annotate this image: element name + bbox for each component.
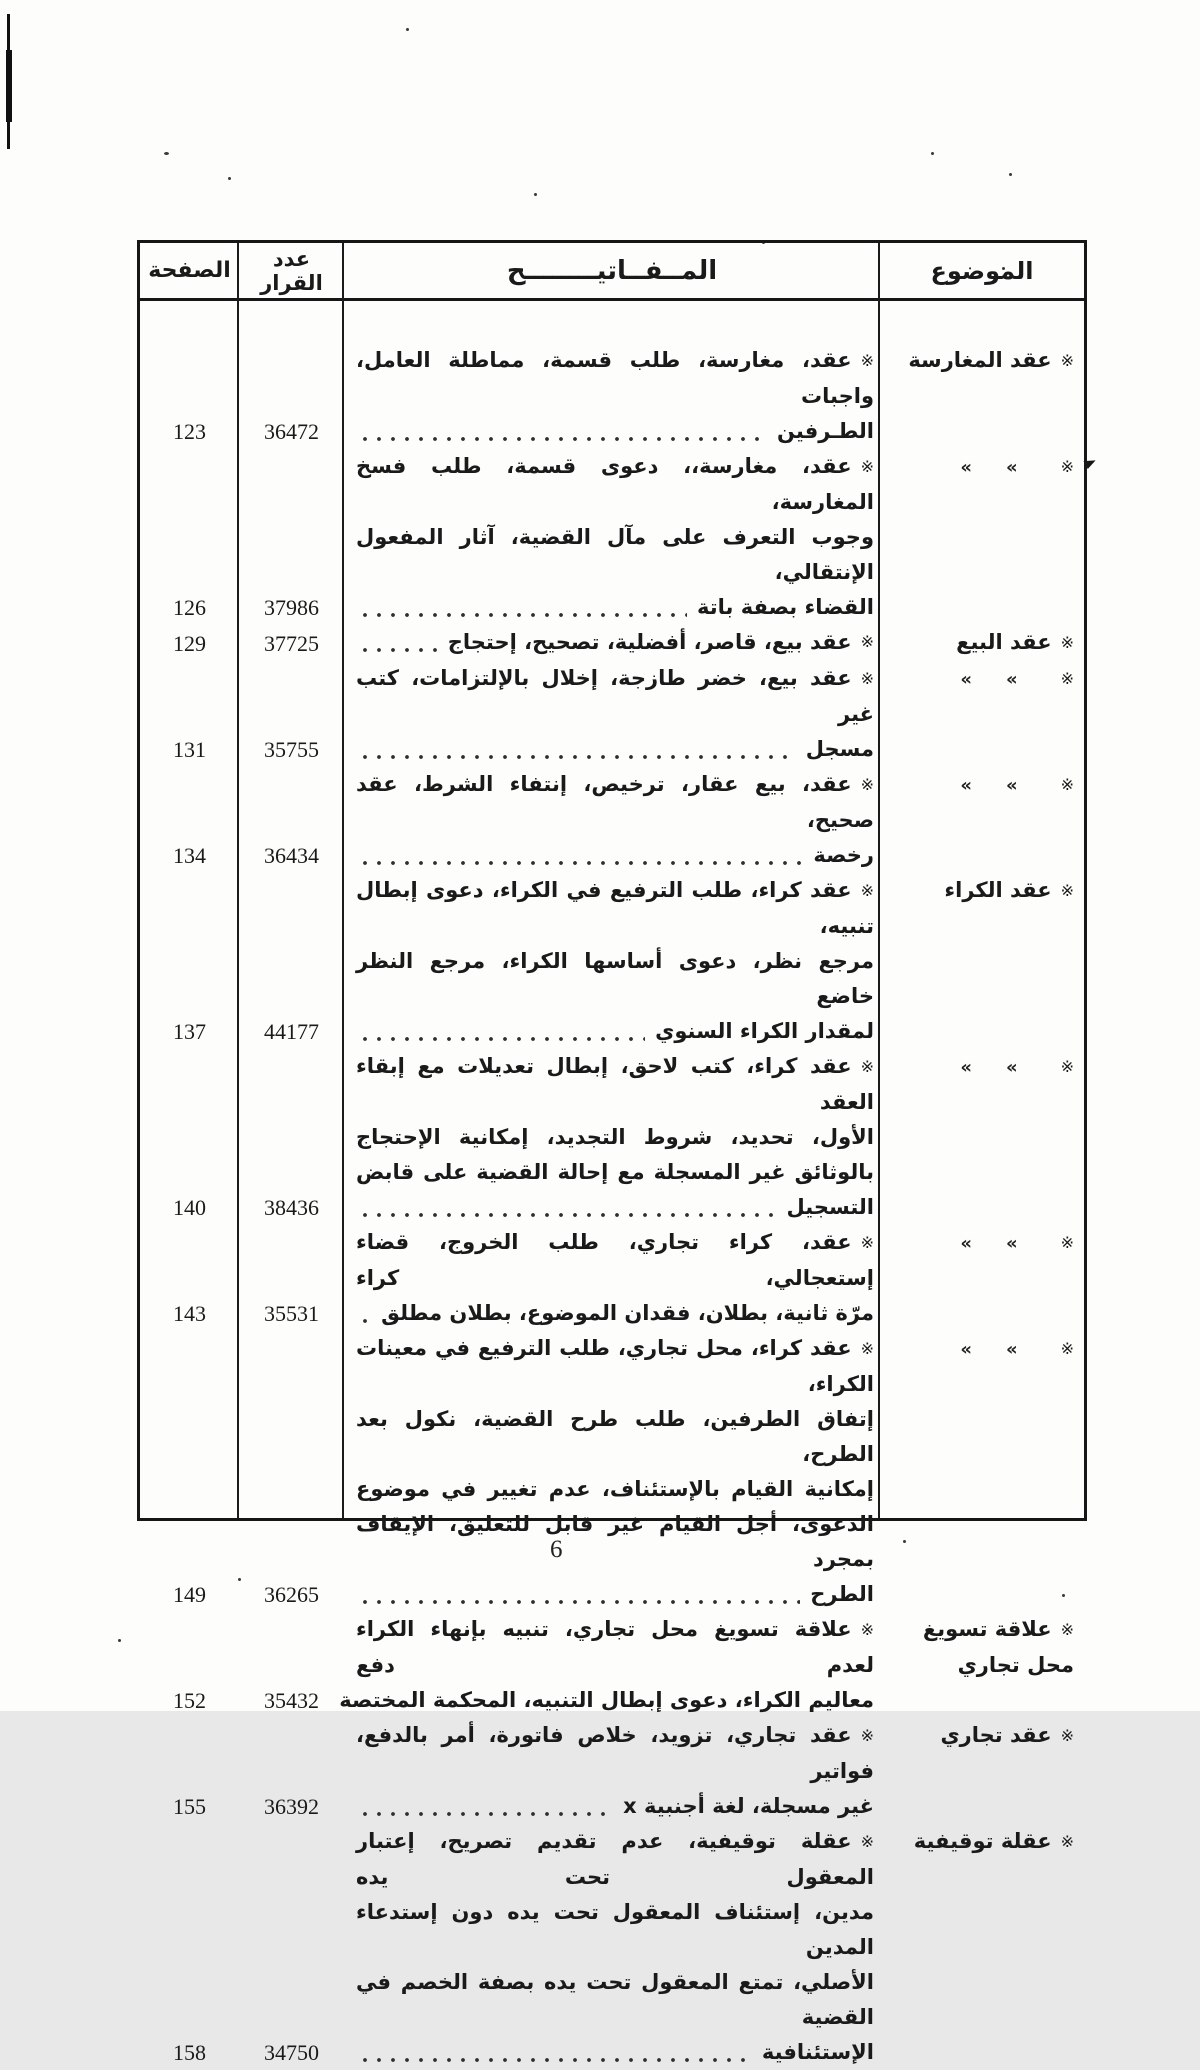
dotted-leader — [362, 754, 796, 760]
subject-cell — [880, 1049, 1084, 1225]
page-ref-number: 152 — [173, 1688, 206, 1713]
keywords-cell — [344, 1331, 880, 1612]
page-number-cell — [140, 1225, 239, 1331]
page-ref-number: 123 — [173, 419, 206, 444]
keywords-cell — [344, 1049, 880, 1225]
subject-label: عقد الكراء — [944, 878, 1052, 902]
keywords-text: عقد كراء، محل تجاري، طلب الترفيع في معينات الكراء، — [356, 1336, 874, 1396]
column-header-subject: الموضوع — [930, 256, 1034, 285]
subject-cell — [880, 661, 1084, 767]
page-number-cell — [140, 625, 239, 661]
subject-cell — [880, 343, 1084, 449]
keywords-text: عقد تجاري، تزويد، خلاص فاتورة، أمر بالدفع، فواتير — [356, 1723, 874, 1783]
table-row — [140, 1718, 1084, 1824]
keywords-cell — [344, 1225, 880, 1331]
keywords-text: غير مسجلة، لغة أجنبية x — [623, 1794, 874, 1818]
keywords-text: عقد، مغارسة، طلب قسمة، مماطلة العامل، واجبات — [356, 348, 874, 408]
reference-mark-icon: ※ — [860, 1726, 874, 1745]
keywords-line — [356, 1789, 874, 1824]
reference-mark-icon: ※ — [860, 1832, 874, 1851]
ditto-mark-icon: » — [1005, 1057, 1018, 1078]
decision-number: 37986 — [264, 595, 319, 620]
keywords-cell — [344, 625, 880, 661]
subject-cell — [880, 449, 1084, 625]
reference-mark-icon: ※ — [860, 881, 874, 900]
dotted-leader — [362, 647, 438, 653]
page-ref-number: 140 — [173, 1195, 206, 1220]
keywords-text: مرجع نظر، دعوى أساسها الكراء، مرجع النظر خاضع — [356, 949, 874, 1008]
keywords-line — [356, 838, 874, 873]
reference-mark-icon: ※ — [1060, 1339, 1074, 1358]
keywords-line — [356, 1120, 874, 1155]
decision-number: 36472 — [264, 419, 319, 444]
keywords-text: مدين، إستئناف المعقول تحت يده دون إستدعاء المدين — [356, 1900, 874, 1959]
keywords-text: عقد، بيع عقار، ترخيص، إنتفاء الشرط، عقد صحيح، — [356, 772, 874, 832]
page-ref-number: 126 — [173, 595, 206, 620]
keywords-line — [356, 767, 874, 838]
reference-mark-icon: ※ — [1060, 633, 1074, 652]
keywords-cell — [344, 449, 880, 625]
page-number-cell — [140, 1824, 239, 2070]
keywords-line — [356, 414, 874, 449]
page-ref-number: 129 — [173, 631, 206, 656]
subject-label: علاقة تسويغ محل تجاري — [922, 1617, 1074, 1677]
subject-cell — [880, 1718, 1084, 1824]
keywords-text: عقد كراء، كتب لاحق، إبطال تعديلات مع إبقاء العقد — [356, 1054, 874, 1114]
keywords-line — [356, 1895, 874, 1965]
keywords-line — [356, 1155, 874, 1190]
keywords-cell — [344, 661, 880, 767]
table-row — [140, 661, 1084, 767]
subject-label: عقد تجاري — [940, 1723, 1052, 1747]
keywords-text: علاقة تسويغ محل تجاري، تنبيه بإنهاء الكراء لعدم دفع — [356, 1617, 874, 1677]
keywords-text: عقلة توقيفية، عدم تقديم تصريح، إعتبار المعقول تحت يده — [356, 1829, 874, 1889]
keywords-cell — [339, 1612, 880, 1718]
dotted-leader — [362, 1212, 777, 1218]
keywords-text: القضاء بصفة باتة — [697, 595, 874, 619]
keywords-cell — [344, 873, 880, 1049]
table-row — [140, 343, 1084, 449]
page-number: 6 — [550, 1536, 563, 1563]
keywords-line — [356, 1402, 874, 1472]
dotted-leader — [362, 1318, 371, 1324]
reference-mark-icon: ※ — [1060, 351, 1074, 370]
keywords-text: عقد كراء، طلب الترفيع في الكراء، دعوى إبطال تنبيه، — [356, 878, 874, 938]
table-row — [140, 1225, 1084, 1331]
page-ref-number: 137 — [173, 1019, 206, 1044]
page-ref-number: 155 — [173, 1794, 206, 1819]
speck — [931, 152, 934, 155]
keywords-line — [356, 343, 874, 414]
keywords-text: الدعوى، أجل القيام غير قابل للتعليق، الإيقاف بمجرد — [356, 1512, 874, 1571]
decision-number: 36265 — [264, 1582, 319, 1607]
keywords-text: رخصة — [813, 843, 874, 867]
decision-number-cell — [239, 449, 344, 625]
reference-mark-icon: ※ — [1060, 881, 1074, 900]
scan-edge-line-thick — [6, 50, 12, 122]
keywords-text: الطـرفين — [776, 419, 874, 443]
dotted-leader — [362, 1036, 645, 1042]
dotted-leader — [362, 436, 767, 442]
ditto-mark-icon: » — [1005, 457, 1018, 478]
page-number-cell — [140, 449, 239, 625]
page-number-cell — [140, 1612, 239, 1718]
keywords-cell — [344, 1718, 880, 1824]
reference-mark-icon: ※ — [860, 457, 874, 476]
table-row — [140, 1049, 1084, 1225]
speck — [118, 1639, 121, 1642]
keywords-line — [356, 1296, 874, 1331]
keywords-line — [356, 449, 874, 520]
decision-number-cell — [239, 1824, 344, 2070]
subject-cell — [880, 873, 1084, 1049]
decision-number: 34750 — [264, 2040, 319, 2065]
ditto-mark-icon: » — [960, 1233, 972, 1254]
page-ref-number: 131 — [173, 737, 206, 762]
reference-mark-icon: ※ — [860, 669, 874, 688]
table-row — [140, 1824, 1084, 2070]
page-ref-number: 149 — [173, 1582, 206, 1607]
page-number-cell — [140, 767, 239, 873]
keywords-line — [356, 1577, 874, 1612]
keywords-line — [356, 1190, 874, 1225]
subject-label: عقد المغارسة — [908, 348, 1052, 372]
page-ref-number: 134 — [173, 843, 206, 868]
keywords-text: عقد، كراء تجاري، طلب الخروج، قضاء إستعجالي، كراء — [356, 1230, 874, 1290]
dotted-leader — [362, 612, 687, 618]
speck — [164, 152, 169, 155]
page-number-cell — [140, 343, 239, 449]
table-row — [140, 449, 1084, 625]
index-table — [137, 240, 1087, 2065]
page-number-cell — [140, 1331, 239, 1612]
page-ref-number: 158 — [173, 2040, 206, 2065]
reference-mark-icon: ※ — [860, 351, 874, 370]
reference-mark-icon: ※ — [860, 1620, 874, 1639]
subject-cell — [880, 625, 1084, 661]
keywords-text: الأصلي، تمتع المعقول تحت يده بصفة الخصم في القضية — [356, 1970, 874, 2029]
page-number-cell — [140, 661, 239, 767]
dotted-leader — [362, 1811, 613, 1817]
ditto-mark-icon: » — [960, 1339, 972, 1360]
keywords-text: التسجيل — [786, 1195, 874, 1219]
speck — [406, 28, 409, 31]
keywords-line — [356, 1049, 874, 1120]
decision-number-cell — [239, 1331, 344, 1612]
column-header-keywords: المــفــاتيــــــــح — [506, 255, 718, 286]
reference-mark-icon: ※ — [1060, 1057, 1074, 1076]
keywords-text: عقد بيع، قاصر، أفضلية، تصحيح، إحتجاج — [447, 630, 852, 654]
reference-mark-icon: ※ — [1060, 1620, 1074, 1639]
keywords-line — [356, 1507, 874, 1577]
table-row — [140, 767, 1084, 873]
table-row — [140, 873, 1084, 1049]
reference-mark-icon: ※ — [1060, 1832, 1074, 1851]
keywords-line — [356, 625, 874, 660]
page-number-cell — [140, 1049, 239, 1225]
keywords-text: مسجل — [805, 737, 874, 761]
ditto-mark-icon: » — [1005, 775, 1018, 796]
keywords-cell — [344, 767, 880, 873]
keywords-text: الطرح — [810, 1582, 874, 1606]
subject-cell — [880, 1331, 1084, 1612]
table-row — [140, 1612, 1084, 1718]
keywords-line — [356, 1331, 874, 1402]
speck — [534, 193, 537, 196]
decision-number-cell — [239, 1612, 344, 1718]
keywords-line — [356, 520, 874, 590]
subject-cell — [880, 767, 1084, 873]
reference-mark-icon: ※ — [1060, 457, 1074, 476]
table-header-row — [140, 243, 1084, 301]
keywords-text: إتفاق الطرفين، طلب طرح القضية، نكول بعد الطرح، — [356, 1407, 874, 1466]
keywords-line — [356, 944, 874, 1014]
reference-mark-icon: ※ — [860, 1233, 874, 1252]
table-row — [140, 625, 1084, 661]
keywords-line — [356, 1225, 874, 1296]
reference-mark-icon: ※ — [860, 632, 874, 651]
reference-mark-icon: ※ — [860, 1339, 874, 1358]
keywords-text: إمكانية القيام بالإستئناف، عدم تغيير في موضوع — [356, 1477, 874, 1501]
keywords-text: مرّة ثانية، بطلان، فقدان الموضوع، بطلان مطلق — [381, 1301, 874, 1325]
subject-cell — [880, 1225, 1084, 1331]
decision-number-cell — [239, 1049, 344, 1225]
keywords-line — [356, 590, 874, 625]
keywords-line — [356, 2035, 874, 2070]
ditto-mark-icon: » — [960, 1057, 972, 1078]
decision-number-cell — [239, 873, 344, 1049]
keywords-line — [356, 873, 874, 944]
ditto-mark-icon: » — [960, 669, 972, 690]
decision-number-cell — [239, 625, 344, 661]
reference-mark-icon: ※ — [1060, 669, 1074, 688]
ditto-mark-icon: » — [960, 457, 972, 478]
subject-cell — [880, 1824, 1084, 2070]
dotted-leader — [362, 860, 803, 866]
decision-number: 44177 — [264, 1019, 319, 1044]
keywords-line — [356, 1965, 874, 2035]
dotted-leader — [362, 1599, 800, 1605]
decision-number: 36392 — [264, 1794, 319, 1819]
keywords-line — [339, 1683, 874, 1718]
keywords-line — [356, 1472, 874, 1507]
decision-number-cell — [239, 1718, 344, 1824]
decision-number: 38436 — [264, 1195, 319, 1220]
column-header-page: الصفحة — [148, 258, 231, 283]
decision-number-cell — [239, 343, 344, 449]
ditto-mark-icon: » — [960, 775, 972, 796]
page-number-cell — [140, 873, 239, 1049]
keywords-line — [356, 732, 874, 767]
reference-mark-icon: ※ — [1060, 775, 1074, 794]
table-body — [140, 298, 1084, 2070]
ditto-mark-icon: » — [1005, 1339, 1018, 1360]
speck — [1009, 173, 1012, 176]
keywords-text: لمقدار الكراء السنوي — [655, 1019, 874, 1043]
keywords-text: الإستئنافية — [761, 2040, 874, 2064]
keywords-text: عقد، مغارسة،، دعوى قسمة، طلب فسخ المغارسة، — [356, 454, 874, 514]
reference-mark-icon: ※ — [860, 1057, 874, 1076]
decision-number-cell — [239, 661, 344, 767]
table-row — [140, 1331, 1084, 1612]
reference-mark-icon: ※ — [1060, 1726, 1074, 1745]
keywords-line — [356, 1718, 874, 1789]
reference-mark-icon: ※ — [1060, 1233, 1074, 1252]
decision-number: 35755 — [264, 737, 319, 762]
decision-number: 35432 — [264, 1688, 319, 1713]
keywords-line — [356, 1824, 874, 1895]
page-ref-number: 143 — [173, 1301, 206, 1326]
keywords-line — [356, 661, 874, 732]
ditto-mark-icon: » — [1005, 669, 1018, 690]
subject-label: عقد البيع — [956, 630, 1052, 654]
column-header-decision: عدد القرار — [260, 246, 323, 295]
keywords-text: معاليم الكراء، دعوى إبطال التنبيه، المحكمة المختصة — [339, 1688, 874, 1712]
decision-number-cell — [239, 1225, 344, 1331]
page-number-cell — [140, 1718, 239, 1824]
ditto-mark-icon: » — [1005, 1233, 1018, 1254]
speck — [228, 177, 231, 180]
reference-mark-icon: ※ — [860, 775, 874, 794]
decision-number: 37725 — [264, 631, 319, 656]
dotted-leader — [362, 2057, 752, 2063]
keywords-line — [356, 1014, 874, 1049]
keywords-text: عقد بيع، خضر طازجة، إخلال بالإلتزامات، كتب غير — [356, 666, 874, 726]
decision-number-cell — [239, 767, 344, 873]
subject-label: عقلة توقيفية — [913, 1829, 1052, 1853]
keywords-text: وجوب التعرف على مآل القضية، آثار المفعول الإنتقالي، — [356, 525, 874, 584]
keywords-text: الأول، تحديد، شروط التجديد، إمكانية الإحتجاج — [356, 1125, 874, 1149]
decision-number: 36434 — [264, 843, 319, 868]
keywords-cell — [344, 1824, 880, 2070]
subject-cell — [880, 1612, 1084, 1718]
keywords-text: بالوثائق غير المسجلة مع إحالة القضية على قابض — [356, 1160, 874, 1184]
keywords-cell — [344, 343, 880, 449]
keywords-line — [356, 1612, 874, 1683]
decision-number: 35531 — [264, 1301, 319, 1326]
